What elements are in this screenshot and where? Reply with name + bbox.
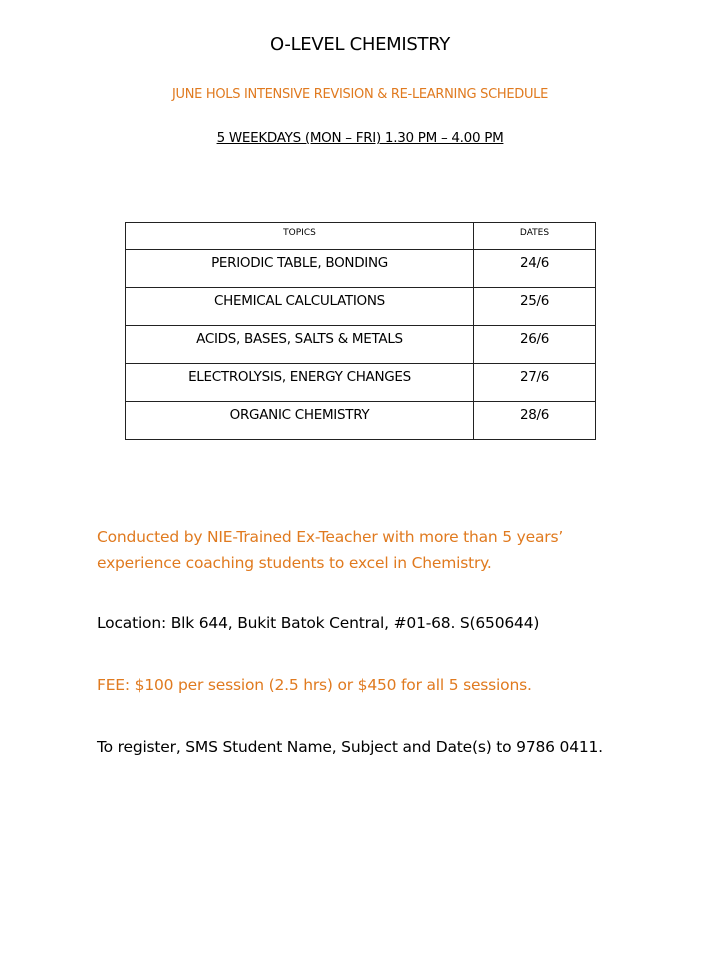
column-header-topics: TOPICS: [126, 223, 474, 250]
date-cell: 27/6: [474, 364, 596, 402]
topic-cell: CHEMICAL CALCULATIONS: [126, 288, 474, 326]
schedule-subtitle: JUNE HOLS INTENSIVE REVISION & RE-LEARNING SCHEDULE: [171, 87, 549, 102]
table-row: [126, 326, 596, 364]
schedule-hours: 5 WEEKDAYS (MON – FRI) 1.30 PM – 4.00 PM: [216, 130, 504, 146]
topic-cell: ELECTROLYSIS, ENERGY CHANGES: [126, 364, 474, 402]
date-cell: 25/6: [474, 288, 596, 326]
date-cell: 24/6: [474, 250, 596, 288]
topic-cell: PERIODIC TABLE, BONDING: [126, 250, 474, 288]
fee-text: FEE: $100 per session (2.5 hrs) or $450 for all 5 sessions.: [97, 676, 532, 694]
date-cell: 28/6: [474, 402, 596, 440]
table-row: [126, 250, 596, 288]
table-row: [126, 288, 596, 326]
table-row: [126, 402, 596, 440]
column-header-dates: DATES: [474, 223, 596, 250]
table-header-row: [126, 223, 596, 250]
page-title: O-LEVEL CHEMISTRY: [270, 34, 450, 55]
topic-cell: ACIDS, BASES, SALTS & METALS: [126, 326, 474, 364]
date-cell: 26/6: [474, 326, 596, 364]
location-text: Location: Blk 644, Bukit Batok Central, #01-68. S(650644): [97, 614, 540, 632]
conducted-by-text: Conducted by NIE-Trained Ex-Teacher with more than 5 years’ experience coaching students to excel in Chemistry.: [97, 528, 564, 572]
table-row: [126, 364, 596, 402]
register-text: To register, SMS Student Name, Subject and Date(s) to 9786 0411.: [97, 738, 603, 756]
schedule-table: [125, 222, 596, 440]
topic-cell: ORGANIC CHEMISTRY: [126, 402, 474, 440]
